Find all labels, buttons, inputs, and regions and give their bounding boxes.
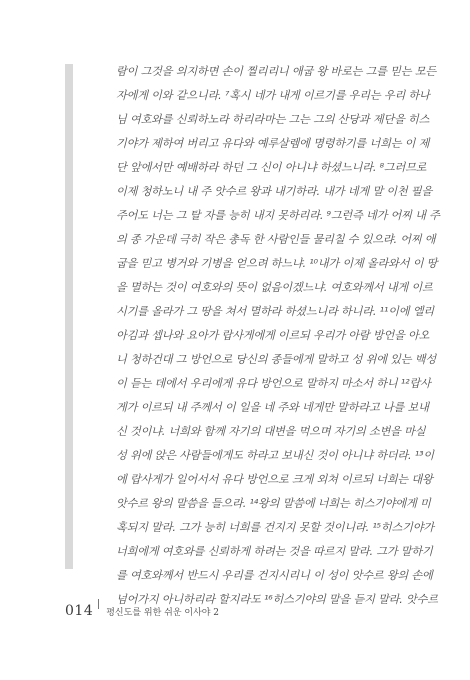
body-line: 기야가 제하여 버리고 유다와 예루살렘에 명령하기를 너희는 이 제 [116,137,430,150]
body-line: 굽을 믿고 병거와 기병을 얻으려 하느냐. ¹⁰내가 이제 올라와서 이 땅 [116,257,438,270]
body-line: 아김과 셉나와 요아가 랍사게에게 이르되 우리가 아람 방언을 아오 [116,329,430,342]
body-line: 을 멸하는 것이 여호와의 뜻이 없음이겠느냐. 여호와께서 내게 이르 [116,281,433,294]
body-line: 성 위에 앉은 사람들에게도 하라고 보내신 것이 아니냐 하더라. ¹³이 [116,449,434,462]
body-line: 에 랍사게가 일어서서 유다 방언으로 크게 외쳐 이르되 너희는 대왕 [116,473,433,486]
body-line: 주어도 너는 그 탈 자를 능히 내지 못하리라. ⁹그런즉 네가 어찌 내 주 [116,209,440,222]
side-bar-decoration [65,64,73,569]
body-line: 넘어가지 아니하리라 할지라도 ¹⁶히스기야의 말을 듣지 말라. 앗수르 [116,593,438,606]
body-line: 님 여호와를 신뢰하노라 하리라마는 그는 그의 산당과 제단을 히스 [116,113,430,126]
body-line: 이제 청하노니 내 주 앗수르 왕과 내기하라. 내가 네게 말 이천 필을 [116,185,433,198]
body-line: 이 듣는 데에서 우리에게 유다 방언으로 말하지 마소서 하니 ¹²랍사 [116,377,431,390]
page-footer [65,603,219,619]
body-line: 시기를 올라가 그 땅을 쳐서 멸하라 하셨느니라 하니라. ¹¹이에 엘리 [116,305,434,318]
footer-separator [98,599,99,609]
body-line: 신 것이냐. 너희와 함께 자기의 대변을 먹으며 자기의 소변을 마실 [116,425,426,438]
body-line: 혹되지 말라. 그가 능히 너희를 건지지 못할 것이니라. ¹⁵히스기야가 [116,521,434,534]
body-line: 람이 그것을 의지하면 손이 찔리리니 애굽 왕 바로는 그를 믿는 모든 [116,65,436,78]
page-number: 014 [65,603,94,619]
body-line: 너희에게 여호와를 신뢰하게 하려는 것을 따르지 말라. 그가 말하기 [116,545,433,558]
body-line: 를 여호와께서 반드시 우리를 건지시리니 이 성이 앗수르 왕의 손에 [116,569,433,582]
body-line: 앗수르 왕의 말씀을 들으라. ¹⁴왕의 말씀에 너희는 히스기야에게 미 [116,497,431,510]
body-line: 의 종 가운데 극히 작은 총독 한 사람인들 물리칠 수 있으랴. 어찌 애 [116,233,436,246]
body-line: 게가 이르되 내 주께서 이 일을 네 주와 네게만 말하라고 나를 보내 [116,401,429,414]
body-line: 니 청하건대 그 방언으로 당신의 종들에게 말하고 성 위에 있는 백성 [116,353,436,366]
book-title: 평신도를 위한 쉬운 이사야 2 [106,608,220,618]
body-line: 단 앞에서만 예배하라 하던 그 신이 아니냐 하셨느니라. ⁸그러므로 [116,161,427,174]
body-line: 자에게 이와 같으니라. ⁷혹시 네가 내게 이르기를 우리는 우리 하나 [116,89,430,102]
body-text [116,60,440,612]
